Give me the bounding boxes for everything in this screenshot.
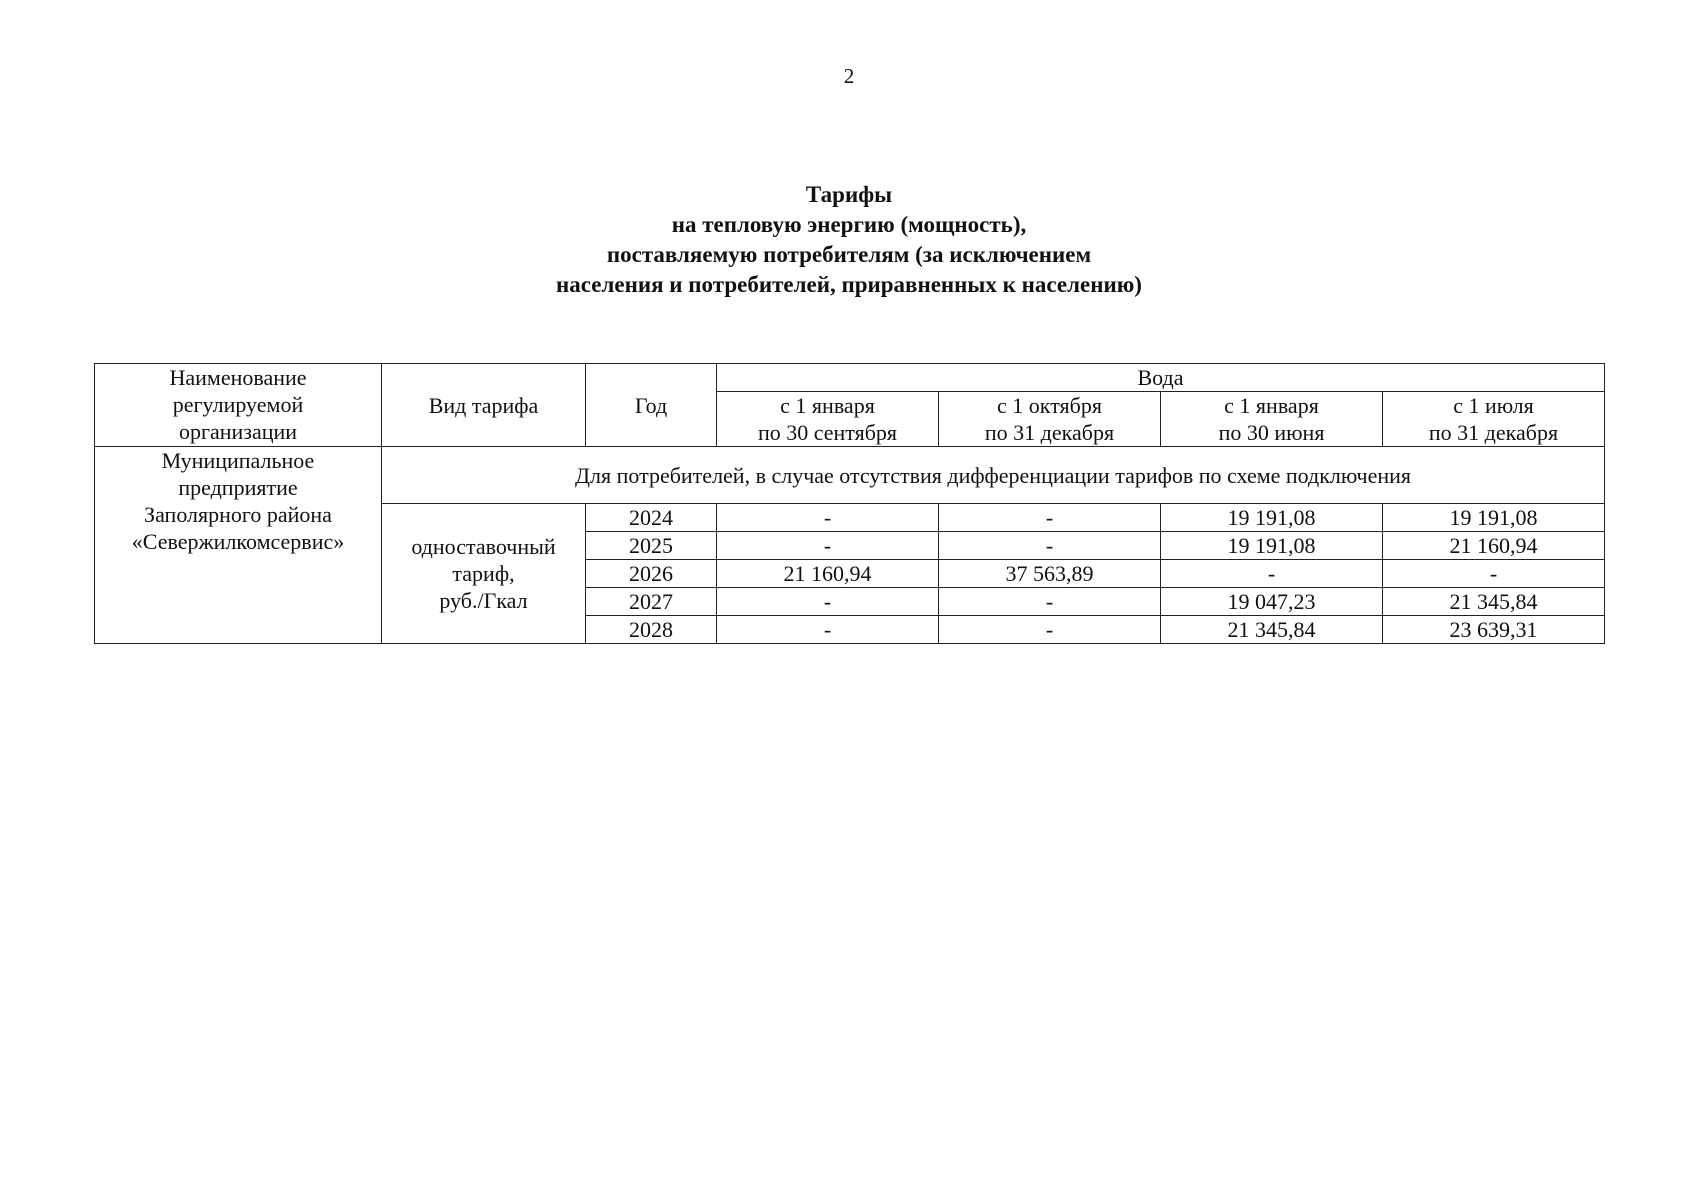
header-period-2-line-2: по 31 декабря [984,420,1115,445]
title-line-2: на тепловую энергию (мощность), [671,212,1027,237]
page-number: 2 [843,64,855,88]
header-tariff-type [382,364,586,447]
header-period-1-line-2: по 30 сентября [757,420,898,445]
value-cell: - [1161,560,1383,588]
value-cell: - [1383,560,1605,588]
value-cell: 19 191,08 [1383,504,1605,532]
tariff-type-line-2: тариф, [452,561,515,586]
header-group-water: Вода [717,364,1605,392]
header-year-label: Год [634,393,668,418]
value-cell: - [717,588,939,616]
tariff-type-line-3: руб./Гкал [439,588,528,613]
organization-line-1: Муниципальное [161,448,315,473]
value-cell: - [939,504,1161,532]
header-period-3-line-1: с 1 января [1224,393,1319,418]
value-cell: 19 047,23 [1161,588,1383,616]
header-period-4 [1383,392,1605,447]
organization-cell [95,447,382,644]
header-period-2-line-1: с 1 октября [997,393,1102,418]
value-cell: 19 191,08 [1161,532,1383,560]
header-organization-line-2: регулируемой [172,392,304,417]
organization-line-4: «Севержилкомсервис» [131,529,345,554]
document-title [0,180,1698,300]
value-cell: - [717,504,939,532]
year-cell: 2027 [586,588,717,616]
year-cell: 2025 [586,532,717,560]
note-cell: Для потребителей, в случае отсутствия дифференциации тарифов по схеме подключения [382,447,1605,504]
header-period-4-line-1: с 1 июля [1453,393,1534,418]
value-cell: 37 563,89 [939,560,1161,588]
header-organization-line-3: организации [178,419,298,444]
header-period-1 [717,392,939,447]
tariff-type-line-1: одноставочный [411,534,556,559]
value-cell: - [939,616,1161,644]
value-cell: - [717,532,939,560]
header-organization-line-1: Наименование [169,365,307,390]
value-cell: - [939,532,1161,560]
value-cell: 19 191,08 [1161,504,1383,532]
year-cell: 2026 [586,560,717,588]
header-period-3 [1161,392,1383,447]
header-tariff-type-label: Вид тарифа [428,393,539,418]
value-cell: 21 160,94 [717,560,939,588]
year-cell: 2024 [586,504,717,532]
header-organization [95,364,382,447]
tariff-table [94,363,1605,644]
value-cell: - [717,616,939,644]
value-cell: - [939,588,1161,616]
organization-line-3: Заполярного района [144,502,332,527]
header-period-1-line-1: с 1 января [780,393,875,418]
header-period-3-line-2: по 30 июня [1218,420,1325,445]
header-period-2 [939,392,1161,447]
value-cell: 21 345,84 [1383,588,1605,616]
header-year [586,364,717,447]
title-line-4: населения и потребителей, приравненных к населению) [556,272,1142,297]
title-line-3: поставляемую потребителям (за исключением [606,242,1092,267]
tariff-type-cell [382,504,586,644]
title-line-1: Тарифы [805,182,893,207]
header-period-4-line-2: по 31 декабря [1428,420,1559,445]
organization-line-2: предприятие [178,475,298,500]
value-cell: 21 160,94 [1383,532,1605,560]
year-cell: 2028 [586,616,717,644]
value-cell: 23 639,31 [1383,616,1605,644]
value-cell: 21 345,84 [1161,616,1383,644]
